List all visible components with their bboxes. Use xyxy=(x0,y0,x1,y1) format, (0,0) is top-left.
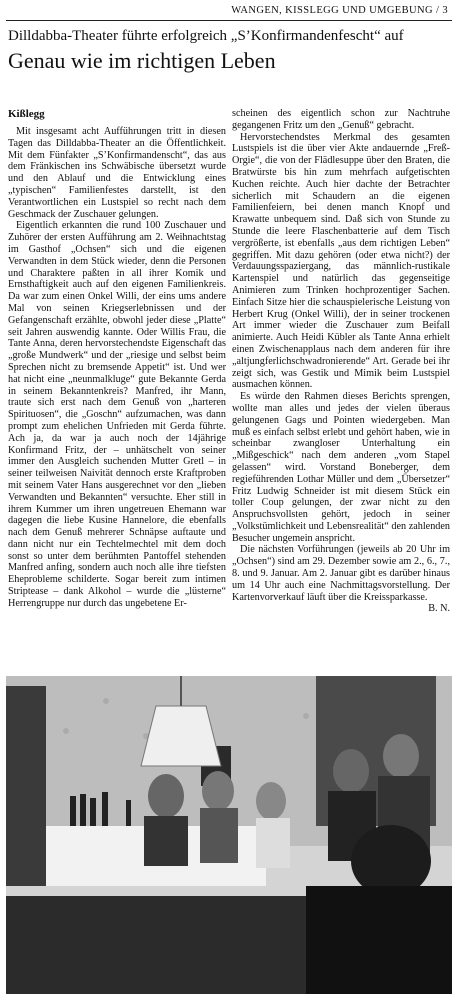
dateline: Kißlegg xyxy=(8,108,45,120)
article-column-right xyxy=(232,108,450,615)
theater-scene-illustration xyxy=(6,676,452,994)
header-rule xyxy=(6,20,452,21)
theater-photo xyxy=(6,676,452,994)
section-header: WANGEN, KISSLEGG UND UMGEBUNG / 3 xyxy=(231,5,448,16)
headline: Genau wie im richtigen Leben xyxy=(8,48,276,73)
author-initials: B. N. xyxy=(428,603,450,615)
paragraph: Mit insgesamt acht Aufführungen tritt in diesen Tagen das Dilldabba-Theater an die Öffentlichkeit. Mit dem Fünfakter „S’Konfirmandenscht“, das aus dem Fränkischen ins Schwäbische übersetzt wurde und den Ablauf und die Entwicklung eines „typischen“ Familienfestes darstellt, ist den Verantwortlichen ein Lustspiel so recht nach dem Geschmack der Zuschauer gelungen. xyxy=(8,126,226,220)
paragraph: Die nächsten Vorführungen (jeweils ab 20 Uhr im „Ochsen“) sind am 29. Dezember sowie am 2., 6., 7., 8. und 9. Januar. Am 2. Januar gibt es darüber hinaus um 14 Uhr auch eine Nachmittagsvorstellung. Der Kartenvorverkauf läuft über die Kreissparkasse. xyxy=(232,544,450,603)
page-header xyxy=(0,0,458,22)
paragraph: Hervorstechendstes Merkmal des gesamten Lustspiels ist die über vier Akte andauernde „Freß-Orgie“, die von der Flädlesuppe über den Braten, die Bratwürste bis hin zum mehrfach aufgetischten Kuchen reichte. Auch hier dachte der Betrachter sicherlich mit Schaudern an die eigenen Familienfeiern, bei denen manch Knopf und Krawatte unbequem sind. Daß sich von Stunde zu Stunde die leere Flaschenbatterie auf dem Tisch vergrößerte, ist ebenfalls „aus dem richtigen Leben“ gegriffen. Mit dazu gehören (oder etwa nicht?) der Verdauungsspaziergang, das männlich-rustikale Kartenspiel und natürlich das gegenseitige Animieren zum Trinken hochprozentiger Sachen. Einfach Sitze hier die schauspielerische Leistung von Herbert Krug (Onkel Willi), der in seiner trockenen Art immer wieder die Zuschauer zum Beifall animierte. Auch Heidi Kübler als Tante Anna erhielt einen Zwischenapplaus nach dem anderen für ihre „altjungferlichschwadronierende“ Art. Gerade bei ihr zeigt sich, was Gestik und Mimik beim Lustspiel ausmachen können. xyxy=(232,131,450,391)
paragraph: scheinen des eigentlich schon zur Nachtruhe gegangenen Fritz um den „Genuß“ gebracht. xyxy=(232,108,450,131)
paragraph: Eigentlich erkannten die rund 100 Zuschauer und Zuhörer der ersten Aufführung am 2. Weihnachtstag im Gasthof „Ochsen“ sich und die eigenen Verwandten in dem Stück wieder, denn die Personen und Charaktere paßten in all ihrer Komik und Ernsthaftigkeit auch auf den eigenen Familienkreis. Da war zum einen Onkel Willi, der eins ums andere Mal von seinen Kriegserlebnissen und der Gefangenschaft erzählte, obwohl jeder diese „Platte“ seit Jahren auswendig kannte. Oder Willis Frau, die Tante Anna, deren hervorstechendste Eigenschaft das „große Mundwerk“ und der „riesige und selbst beim Sprechen nicht zu bremsende Appetit“ ist. Und wer hat nicht eine „neunmalkluge“ gute Bekannte Gerda in seinem Bekanntenkreis? Manfred, ihr Mann, traute sich erst nach dem Genuß von „harteren Spirituosen“, die „Goschn“ aufzumachen, was dann prompt zum ehelichen Unfrieden mit Gerda führte. Ach ja, da war ja auch noch der 14jährige Konfirmand Fritz, der – unhätschelt von seiner immer den Ausgleich suchenden Mutter Gretl – in seiner teilweisen Naivität dennoch erste Kraftproben mit seinem Vater Hans ausgerechnet vor den „lieben Verwandten und Bekannten“ versuchte. Eher still in ihrem Kummer um ihren ungetreuen Ehemann war dagegen die liebe Kusine Hannelore, die ebenfalls nach dem Genuß mehrerer Schnäpse auftaute und dann nicht nur ein Techtelmechtel mit dem doch sonst so unter dem berühmten Pantoffel stehenden Manfred anfing, sondern auch noch alle ihre tiefsten Eheprobleme schilderte. Sogar bereit zum intimen Striptease – dank Alkohol – wurde die „lüsterne“ Herrengruppe nur durch das ungebetene Er- xyxy=(8,220,226,609)
article-column-left xyxy=(8,126,226,610)
kicker-line: Dilldabba-Theater führte erfolgreich „S’Konfirmandenfescht“ auf xyxy=(8,28,404,44)
paragraph: Es würde den Rahmen dieses Berichts sprengen, wollte man alles und jedes der vielen überaus gelungenen Gags und Pointen wiedergeben. Man muß es einfach selbst erlebt und gehört haben, wie in scheinbar zwangloser Unterhaltung ein „Mißgeschick“ nach dem anderen „vom Stapel gelassen“ wird. Vorstand Boneberger, dem regieführenden Lothar Müller und dem „Übersetzer“ Fritz Ludwig Schneider ist mit diesem Stück ein toller Coup gelungen, der zwar nicht zu den Anspruchsvollsten gehört, jedoch in seiner „Volkstümlichkeit und Lebensrealität“ den zahlenden Besucher ungemein anspricht. xyxy=(232,391,450,544)
